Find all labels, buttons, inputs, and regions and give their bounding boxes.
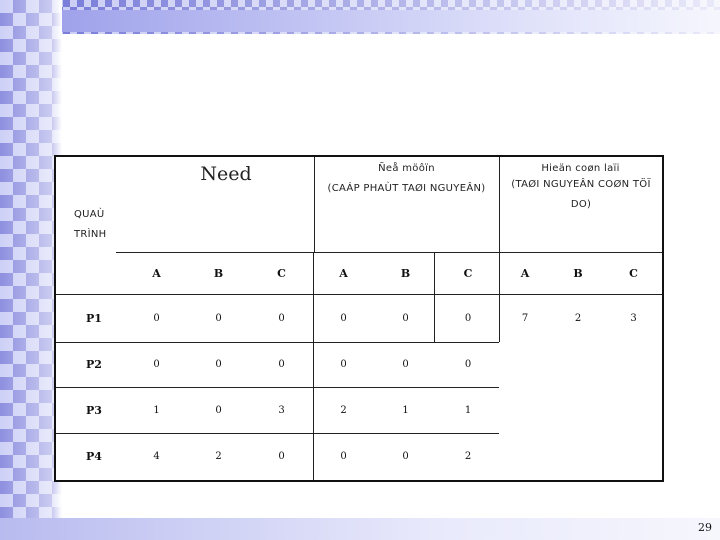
process-label: P1 — [86, 311, 102, 325]
page-number: 29 — [698, 521, 712, 534]
table-cell: 2 — [464, 451, 472, 462]
table-cell: 0 — [402, 451, 409, 462]
table-cell: 0 — [464, 359, 472, 370]
table-cell: 0 — [153, 359, 160, 370]
need-header: Need — [200, 163, 252, 185]
table-cell: 0 — [278, 359, 285, 370]
column-header: A — [520, 266, 530, 280]
table-cell: 2 — [340, 404, 347, 416]
column-header: B — [573, 266, 583, 280]
table-cell: 0 — [215, 404, 222, 416]
table-cell: 1 — [402, 404, 409, 416]
allocation-header: Ñeå möôïn — [378, 162, 435, 174]
process-label: P2 — [86, 358, 102, 371]
column-header: A — [339, 266, 348, 280]
column-header: C — [277, 266, 286, 280]
resource-table — [54, 155, 664, 482]
table-cell: 0 — [340, 312, 347, 324]
column-header: B — [213, 266, 224, 280]
table-cell: 0 — [340, 451, 347, 462]
column-header: B — [400, 266, 411, 280]
available-subheader: (TAØI NGUYEÂN COØN TÖÏ DO) — [511, 179, 651, 210]
process-label: P4 — [86, 450, 102, 463]
table-cell: 0 — [278, 451, 285, 462]
table-cell: 1 — [464, 404, 472, 416]
table-cell: 2 — [215, 451, 222, 462]
table-cell: 0 — [153, 312, 160, 324]
process-header: QUAÙ TRÌNH — [74, 209, 107, 240]
process-label: P3 — [86, 403, 102, 417]
table-cell: 3 — [630, 312, 637, 324]
table-cell: 0 — [464, 312, 472, 324]
decorative-left-pattern — [0, 0, 62, 540]
column-header: A — [152, 266, 161, 280]
table-cell: 0 — [402, 312, 409, 324]
table-cell: 0 — [340, 359, 347, 370]
table-cell: 1 — [153, 404, 160, 416]
column-header: C — [463, 266, 473, 280]
table-cell: 4 — [153, 451, 160, 462]
table-cell: 3 — [278, 404, 285, 416]
table-cell: 7 — [521, 312, 529, 324]
decorative-title-bar — [54, 10, 720, 32]
table-cell: 0 — [402, 359, 409, 370]
column-header: C — [629, 266, 638, 280]
allocation-subheader: (CAÁP PHAÙT TAØI NGUYEÂN) — [327, 182, 486, 194]
table-cell: 2 — [574, 312, 582, 324]
table-cell: 0 — [215, 359, 222, 370]
table-cell: 0 — [278, 312, 285, 324]
available-header: Hieän coøn laïi — [541, 162, 620, 174]
decorative-bottom-band — [0, 518, 720, 540]
table-cell: 0 — [215, 312, 222, 324]
